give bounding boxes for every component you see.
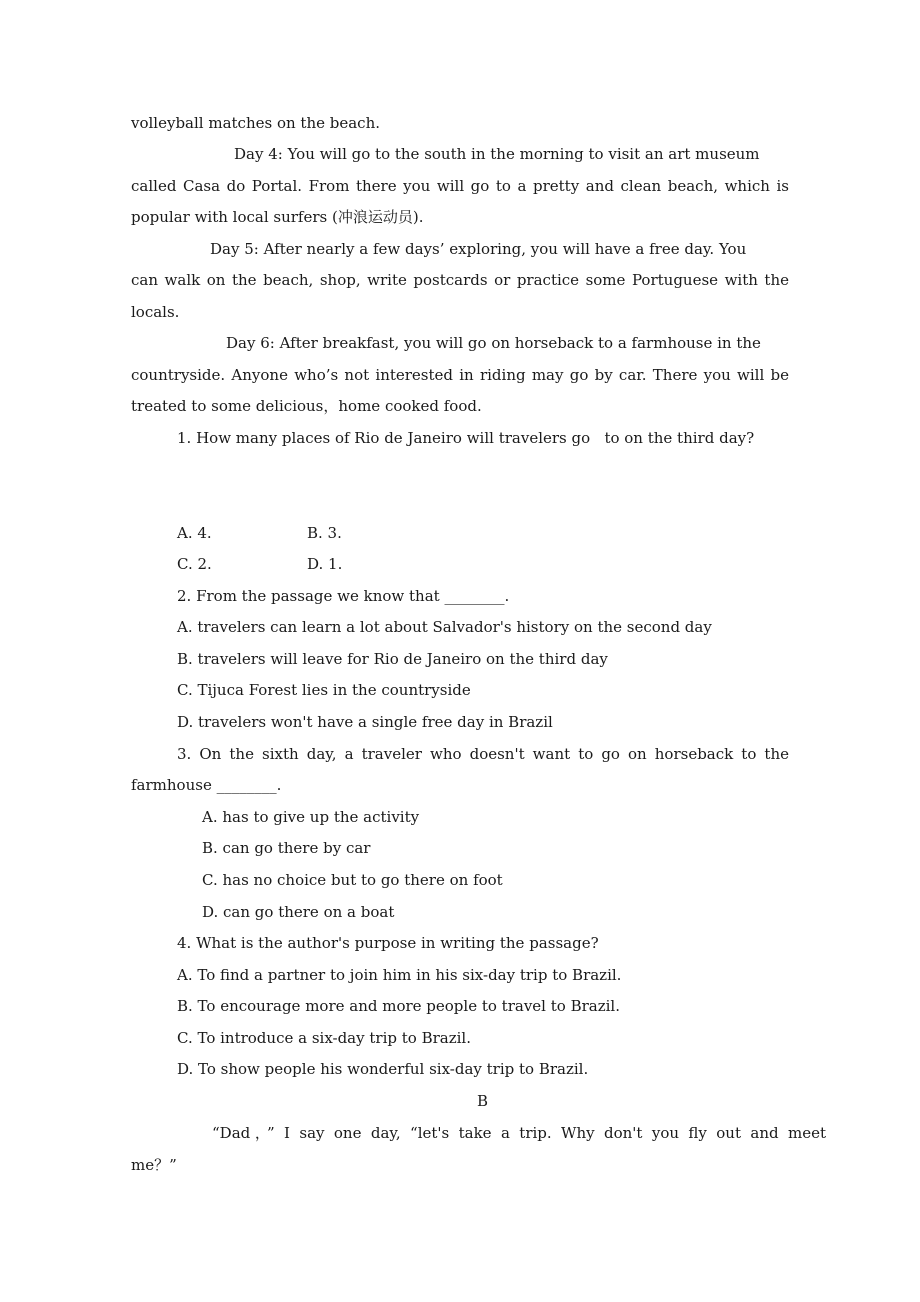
q1-option-b: B. 3.	[307, 524, 342, 542]
day5-line-1: Day 5: After nearly a few days’ exploring, you will have a free day. You	[210, 240, 747, 258]
q2-option-a: A. travelers can learn a lot about Salvador's history on the second day	[177, 618, 712, 636]
q1-option-c: C. 2.	[177, 555, 212, 573]
passage-b-line-1: “Dad，” I say one day, “let's take a trip. Why don't you fly out and meet	[212, 1124, 826, 1142]
q3-option-d: D. can go there on a boat	[202, 903, 395, 921]
q1-stem: 1. How many places of Rio de Janeiro will travelers go to on the third day?	[177, 429, 755, 447]
q4-stem: 4. What is the author's purpose in writing the passage?	[177, 934, 599, 952]
day4-line-3: popular with local surfers (冲浪运动员).	[131, 208, 424, 226]
q1-option-a: A. 4.	[177, 524, 212, 542]
day6-line-3: treated to some delicious，home cooked food.	[131, 397, 482, 415]
q3-option-b: B. can go there by car	[202, 839, 371, 857]
q2-option-c: C. Tijuca Forest lies in the countryside	[177, 681, 471, 699]
q4-option-a: A. To find a partner to join him in his six-day trip to Brazil.	[177, 966, 622, 984]
q3-stem-line-2: farmhouse ________.	[131, 776, 282, 794]
day3-tail: volleyball matches on the beach.	[131, 114, 381, 132]
q3-option-c: C. has no choice but to go there on foot	[202, 871, 503, 889]
q2-option-d: D. travelers won't have a single free day in Brazil	[177, 713, 553, 731]
day6-line-2: countryside. Anyone who’s not interested in riding may go by car. There you will be	[131, 366, 789, 384]
q2-stem: 2. From the passage we know that ________.	[177, 587, 510, 605]
day4-line-2: called Casa do Portal. From there you will go to a pretty and clean beach, which is	[131, 177, 789, 195]
q3-stem-line-1: 3. On the sixth day, a traveler who doesn't want to go on horseback to the	[177, 745, 789, 763]
section-heading-b: B	[477, 1092, 489, 1110]
day5-line-3: locals.	[131, 303, 180, 321]
q4-option-d: D. To show people his wonderful six-day trip to Brazil.	[177, 1060, 589, 1078]
q2-option-b: B. travelers will leave for Rio de Janeiro on the third day	[177, 650, 608, 668]
q4-option-c: C. To introduce a six-day trip to Brazil.	[177, 1029, 471, 1047]
q1-option-d: D. 1.	[307, 555, 343, 573]
day4-line-1: Day 4: You will go to the south in the morning to visit an art museum	[234, 145, 760, 163]
passage-b-line-2: me？”	[131, 1156, 177, 1174]
q3-option-a: A. has to give up the activity	[202, 808, 420, 826]
day6-line-1: Day 6: After breakfast, you will go on horseback to a farmhouse in the	[226, 334, 761, 352]
q4-option-b: B. To encourage more and more people to travel to Brazil.	[177, 997, 620, 1015]
day5-line-2: can walk on the beach, shop, write postcards or practice some Portuguese with the	[131, 271, 789, 289]
